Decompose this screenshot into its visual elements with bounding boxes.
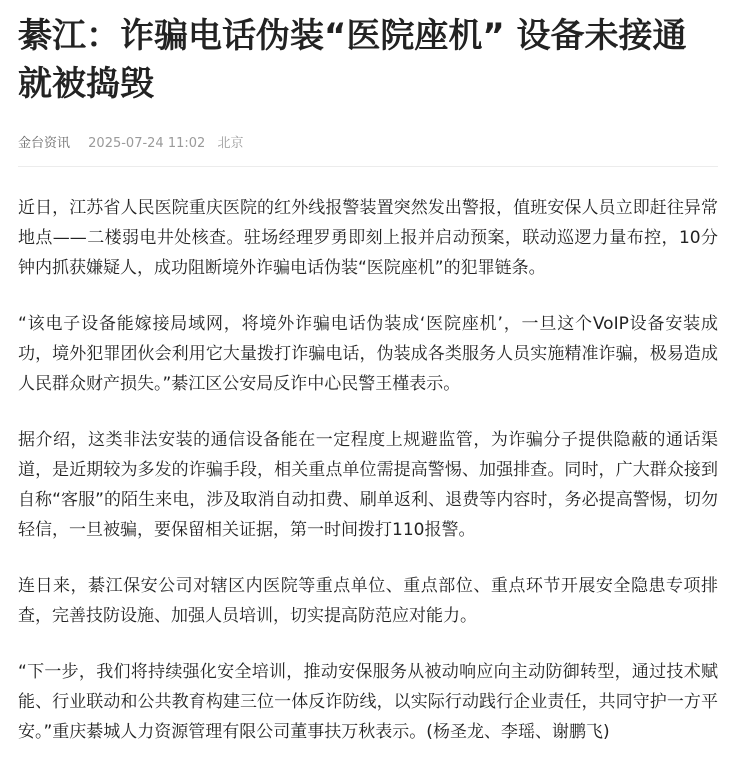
paragraph: 近日，江苏省人民医院重庆医院的红外线报警装置突然发出警报，值班安保人员立即赶往异常地点——二楼弱电井处核查。驻场经理罗勇即刻上报并启动预案，联动巡逻力量布控，10分钟内抓获嫌疑人，成功阻断境外诈骗电话伪装“医院座机”的犯罪链条。 [18,198,718,278]
paragraph: 据介绍，这类非法安装的通信设备能在一定程度上规避监管，为诈骗分子提供隐蔽的通话渠道，是近期较为多发的诈骗手段，相关重点单位需提高警惕、加强排查。同时，广大群众接到自称“客服”的陌生来电，涉及取消自动扣费、刷单返利、退费等内容时，务必提高警惕，切勿轻信，一旦被骗，要保留相关证据，第一时间拨打110报警。 [18,430,718,540]
paragraph: “该电子设备能嫁接局域网，将境外诈骗电话伪装成‘医院座机’，一旦这个VoIP设备安装成功，境外犯罪团伙会利用它大量拨打诈骗电话，伪装成各类服务人员实施精准诈骗，极易造成人民群众财产损失。”綦江区公安局反诈中心民警王槿表示。 [18,314,718,394]
meta-divider [18,166,718,167]
paragraph: 连日来，綦江保安公司对辖区内医院等重点单位、重点部位、重点环节开展安全隐患专项排查，完善技防设施、加强人员培训，切实提高防范应对能力。 [18,576,718,626]
article-meta [18,134,718,154]
paragraph: “下一步，我们将持续强化安全培训，推动安保服务从被动响应向主动防御转型，通过技术赋能、行业联动和公共教育构建三位一体反诈防线，以实际行动践行企业责任，共同守护一方平安。”重庆綦城人力资源管理有限公司董事扶万秋表示。(杨圣龙、李瑶、谢鹏飞) [18,662,718,742]
article [18,0,718,773]
article-title: 綦江：诈骗电话伪装“医院座机” 设备未接通就被捣毁 [18,16,687,104]
publish-time: 2025-07-24 11:02 [88,136,206,151]
publish-location: 北京 [217,136,244,151]
article-body [18,193,718,747]
article-source[interactable]: 金台资讯 [18,136,71,151]
